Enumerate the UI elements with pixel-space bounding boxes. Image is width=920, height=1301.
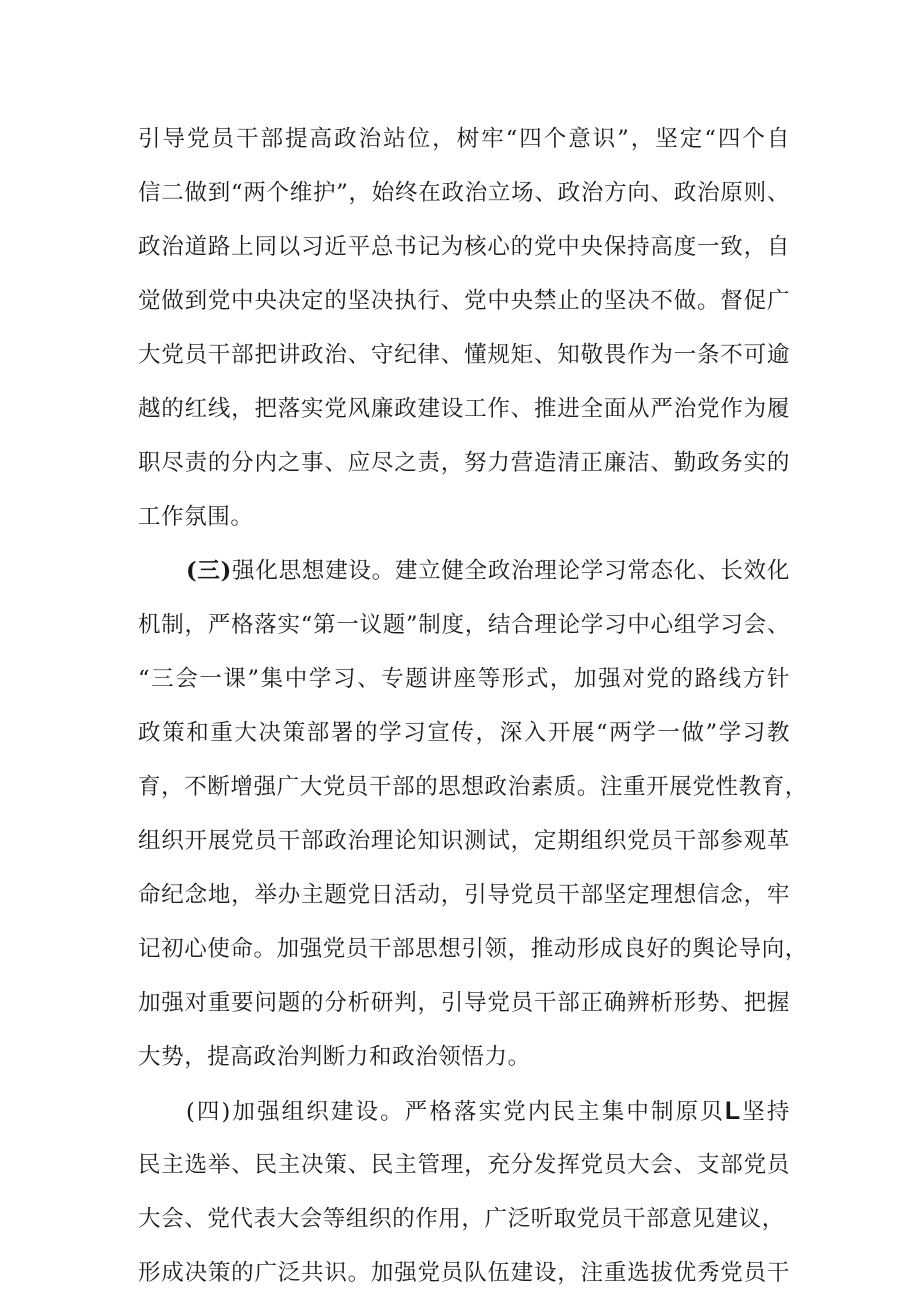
section-3-line-4: 政策和重大决策部署的学习宣传，深入开展“两学一做”学习教 [138, 720, 790, 746]
section-3-line-10: 大势，提高政治判断力和政治领悟力。 [138, 1044, 531, 1070]
section-3-line-2: 机制，严格落实“第一议题”制度，结合理论学习中心组学习会、 [138, 612, 790, 638]
section-3-first-line-text: 强化思想建设。建立健全政治理论学习常态化、长效化 [231, 558, 790, 584]
section-4-first-line [186, 1088, 790, 1134]
paragraph-1-line-1: 引导党员干部提高政治站位，树牢“四个意识”，坚定“四个自 [138, 126, 790, 152]
section-3-line-8: 记初心使命。加强党员干部思想引领，推动形成良好的舆论导向， [138, 936, 808, 962]
paragraph-1-line-7: 职尽责的分内之事、应尽之责，努力营造清正廉洁、勤政务实的 [138, 450, 790, 476]
section-4-stray-glyph: L [724, 1097, 741, 1125]
section-3-line-9: 加强对重要问题的分析研判，引导党员干部正确辨析形势、把握 [138, 990, 790, 1016]
section-4-line-2: 民主选举、民主决策、民主管理，充分发挥党员大会、支部党员 [138, 1152, 790, 1178]
paragraph-1-line-8: 工作氛围。 [138, 504, 254, 530]
paragraph-1-line-5: 大党员干部把讲政治、守纪律、懂规矩、知敬畏作为一条不可逾 [138, 342, 790, 368]
paragraph-1-line-3: 政治道路上同以习近平总书记为核心的党中央保持高度一致，自 [138, 234, 790, 260]
section-3-line-3: “三会一课”集中学习、专题讲座等形式，加强对党的路线方针 [138, 666, 790, 692]
section-4-first-line-tail: 坚持 [740, 1099, 790, 1125]
paragraph-1-line-6: 越的红线，把落实党风廉政建设工作、推进全面从严治党作为履 [138, 396, 790, 422]
section-3-first-line [186, 548, 790, 594]
section-3-line-6: 组织开展党员干部政治理论知识测试，定期组织党员干部参观革 [138, 828, 790, 854]
section-3-line-5: 育，不断增强广大党员干部的思想政治素质。注重开展党性教育， [138, 774, 808, 800]
section-4-line-4: 形成决策的广泛共识。加强党员队伍建设，注重选拔优秀党员干 [138, 1260, 790, 1286]
paragraph-1-line-2: 信二做到“两个维护”，始终在政治立场、政治方向、政治原则、 [138, 180, 790, 206]
section-3-marker: (三) [186, 558, 232, 584]
section-4-line-3: 大会、党代表大会等组织的作用，广泛听取党员干部意见建议， [138, 1206, 785, 1232]
section-4-first-line-text: (四)加强组织建设。严格落实党内民主集中制原贝 [186, 1099, 725, 1125]
section-3-line-7: 命纪念地，举办主题党日活动，引导党员干部坚定理想信念，牢 [138, 882, 790, 908]
paragraph-1-line-4: 觉做到党中央决定的坚决执行、党中央禁止的坚决不做。督促广 [138, 288, 790, 314]
